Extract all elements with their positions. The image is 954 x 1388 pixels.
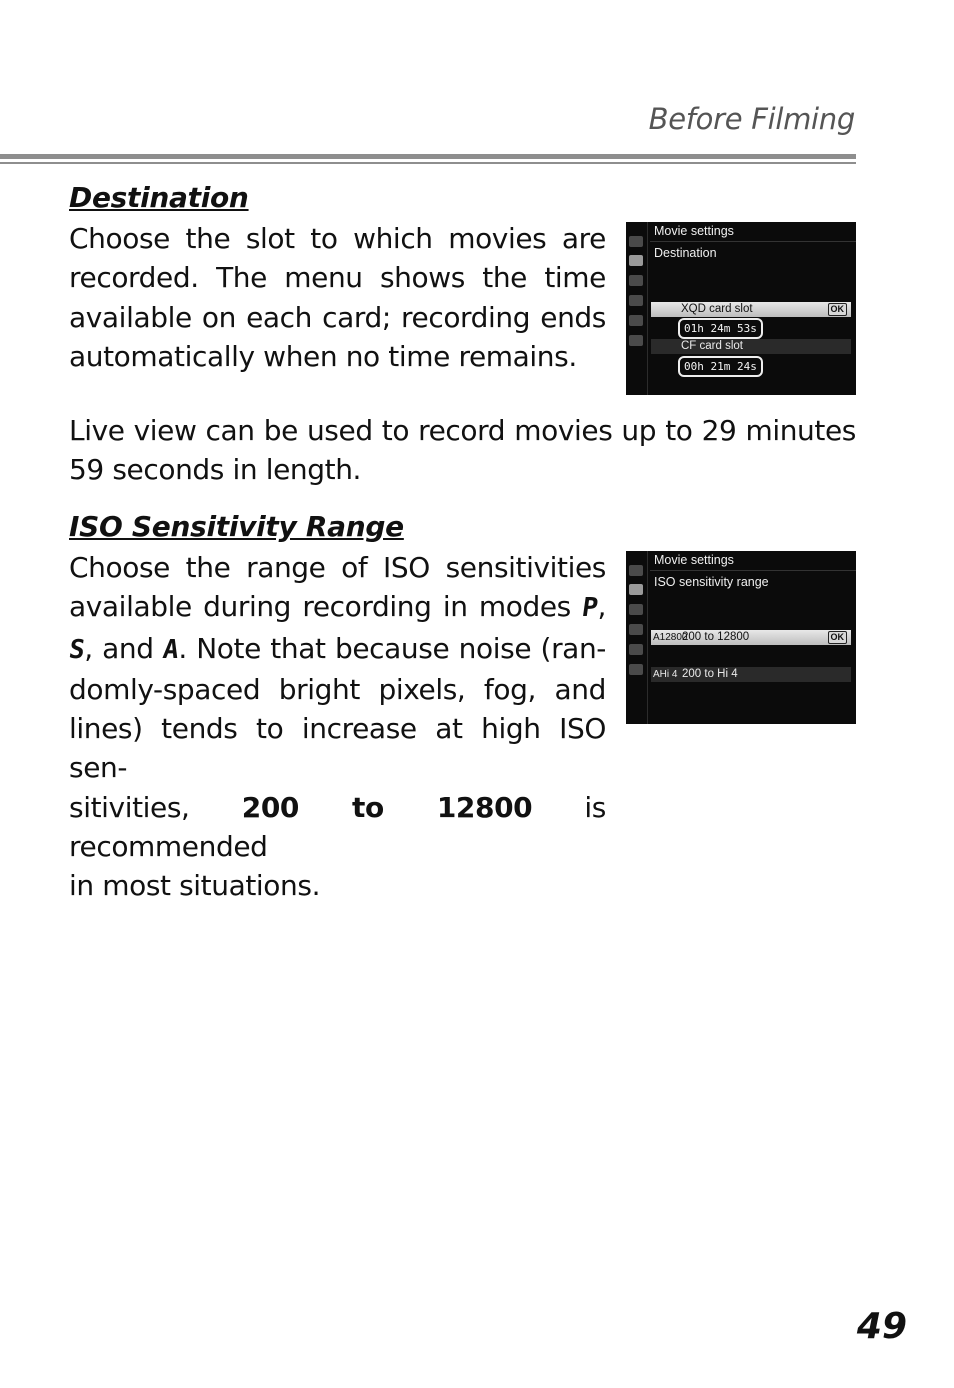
- iso-line: domly-spaced bright pixels, fog, and: [69, 672, 606, 706]
- iso-line: sitivities, 200 to 12800 is recommended: [69, 790, 606, 864]
- screen-divider: [650, 570, 856, 571]
- destination-paragraph: [69, 219, 606, 376]
- screen-title: Movie settings: [654, 553, 734, 567]
- mode-a-icon: A: [161, 634, 181, 665]
- retouch-menu-icon: [629, 315, 643, 326]
- chapter-title: Before Filming: [648, 102, 855, 136]
- pencil-menu-icon: [629, 604, 643, 615]
- iso-line: S, and A. Note that because noise (ran-: [69, 629, 606, 670]
- header-rule-thick: [0, 154, 856, 159]
- destination-line: automatically when no time remains.: [69, 339, 577, 373]
- note-line: Live view can be used to record movies up to 29 minutes: [69, 414, 856, 447]
- note-line: 59 seconds in length.: [69, 453, 362, 487]
- cf-time-remaining: 00h 21m 24s: [678, 356, 763, 377]
- iso-line: available during recording in modes P,: [69, 587, 606, 628]
- my-menu-icon: [629, 664, 643, 675]
- playback-menu-icon: [629, 565, 643, 576]
- iso-line: Choose the range of ISO sensitivities: [69, 551, 606, 584]
- option-label: 200 to 12800: [682, 631, 750, 643]
- xqd-slot-option: [651, 302, 851, 317]
- option-tag: AHi 4: [653, 669, 678, 680]
- option-tag: A12800: [653, 632, 688, 643]
- cf-slot-option: [651, 339, 851, 354]
- camera-menu-icon: [629, 255, 643, 266]
- destination-line: available on each card; recording ends: [69, 300, 606, 334]
- option-label: XQD card slot: [681, 303, 753, 315]
- option-label: 200 to Hi 4: [682, 668, 738, 680]
- iso-line: in most situations.: [69, 869, 321, 903]
- retouch-menu-icon: [629, 644, 643, 655]
- iso-line: lines) tends to increase at high ISO sen-: [69, 712, 606, 785]
- xqd-time-remaining: 01h 24m 53s: [678, 318, 763, 339]
- wrench-menu-icon: [629, 624, 643, 635]
- iso-paragraph: [66, 548, 606, 906]
- camera-menu-icon: [629, 584, 643, 595]
- screen-subtitle: ISO sensitivity range: [654, 575, 769, 589]
- my-menu-icon: [629, 335, 643, 346]
- recommended-range: 200 to 12800: [241, 790, 533, 824]
- header-rule-thin: [0, 162, 856, 164]
- destination-heading: Destination: [69, 181, 249, 214]
- destination-menu-screenshot: [626, 222, 856, 395]
- wrench-menu-icon: [629, 295, 643, 306]
- screen-subtitle: Destination: [654, 246, 717, 260]
- pencil-menu-icon: [629, 275, 643, 286]
- ok-badge-icon: OK: [828, 303, 848, 316]
- screen-title: Movie settings: [654, 224, 734, 238]
- destination-line: recorded. The menu shows the time: [69, 261, 606, 295]
- option-label: CF card slot: [681, 340, 743, 352]
- playback-menu-icon: [629, 236, 643, 247]
- page-number: 49: [856, 1306, 907, 1347]
- screen-divider: [650, 241, 856, 242]
- live-view-note: [69, 411, 856, 490]
- ok-badge-icon: OK: [828, 631, 848, 644]
- destination-line: Choose the slot to which movies are: [69, 222, 606, 255]
- mode-p-icon: P: [580, 593, 600, 624]
- iso-12800-option: [651, 630, 851, 645]
- iso-menu-screenshot: [626, 551, 856, 724]
- iso-heading: ISO Sensitivity Range: [69, 510, 404, 543]
- menu-side-bar: [626, 551, 648, 724]
- mode-s-icon: S: [66, 634, 87, 665]
- menu-side-bar: [626, 222, 648, 395]
- iso-hi4-option: [651, 667, 851, 682]
